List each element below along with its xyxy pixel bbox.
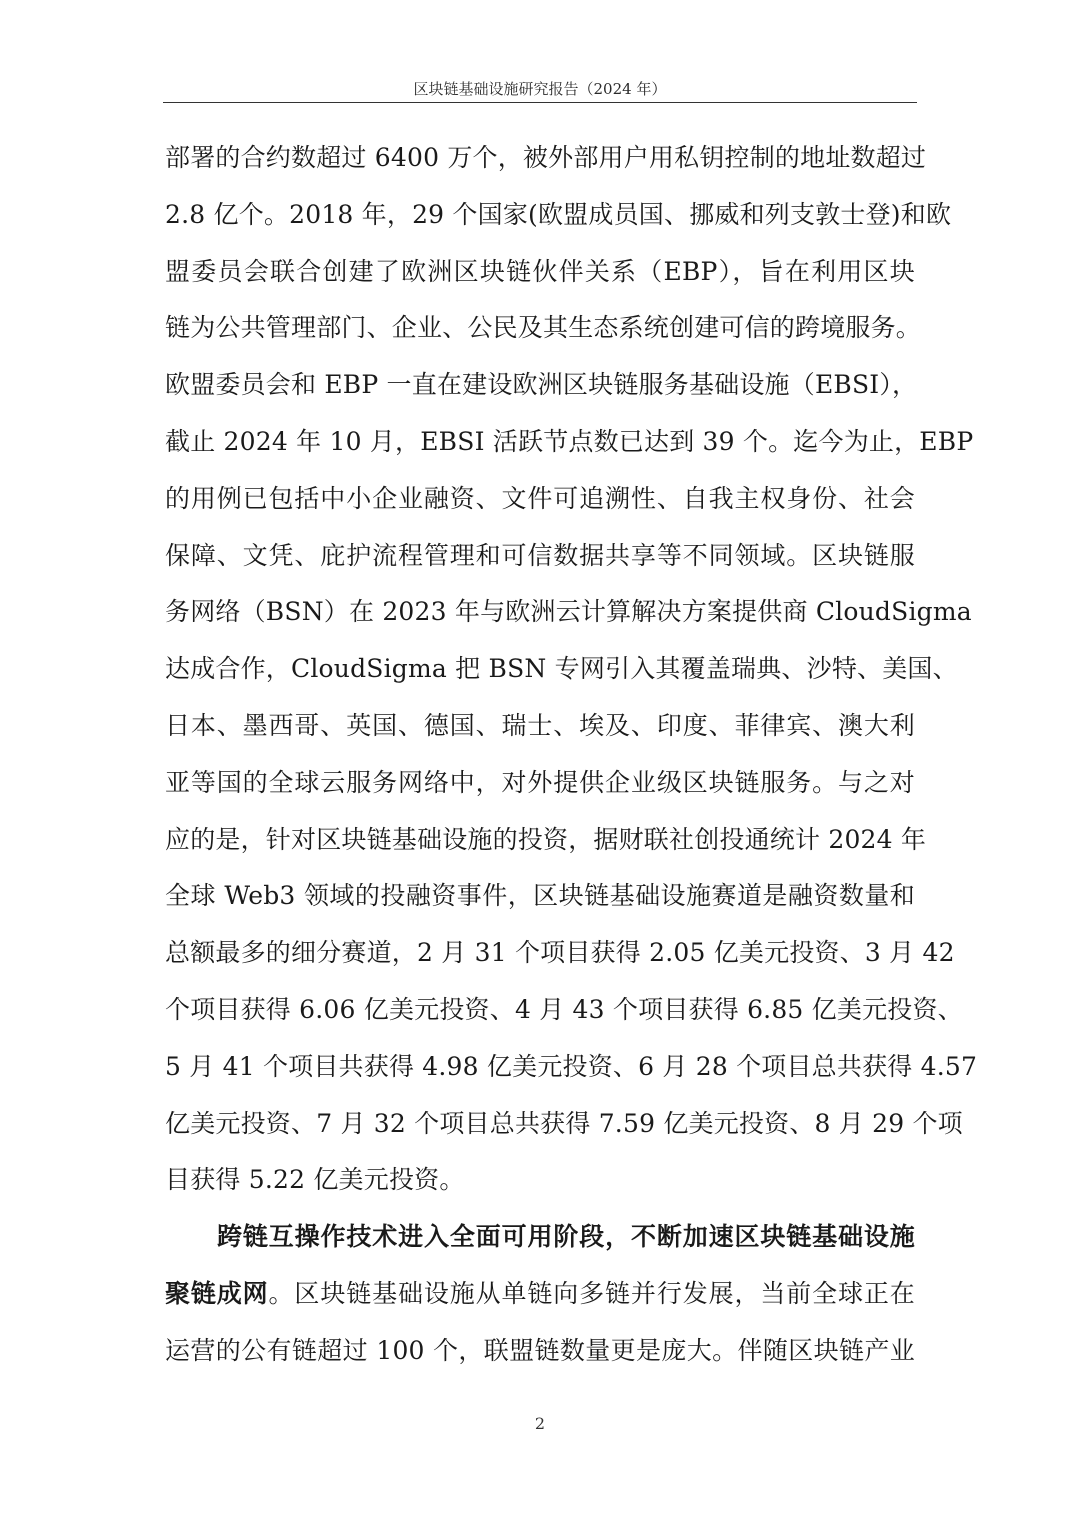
paragraph-line: 盟委员会联合创建了欧洲区块链伙伴关系（EBP），旨在利用区块 [165, 256, 915, 286]
paragraph-line: 日本、墨西哥、英国、德国、瑞士、埃及、印度、菲律宾、澳大利 [165, 710, 915, 740]
paragraph-line: 目获得 5.22 亿美元投资。 [165, 1165, 465, 1195]
paragraph-2 [165, 1209, 915, 1379]
bold-heading-line: 跨链互操作技术进入全面可用阶段，不断加速区块链基础设施 [217, 1222, 915, 1252]
paragraph-line: 欧盟委员会和 EBP 一直在建设欧洲区块链服务基础设施（EBSI）， [165, 370, 918, 400]
paragraph-line: 应的是，针对区块链基础设施的投资，据财联社创投通统计 2024 年 [165, 824, 927, 854]
paragraph-line: 部署的合约数超过 6400 万个，被外部用户用私钥控制的地址数超过 [165, 143, 927, 172]
paragraph-text: 。区块链基础设施从单链向多链并行发展，当前全球正在 [268, 1278, 915, 1308]
paragraph-line [165, 1266, 915, 1323]
bold-heading-end: 聚链成网 [165, 1278, 269, 1308]
paragraph-line: 总额最多的细分赛道，2 月 31 个项目获得 2.05 亿美元投资、3 月 42 [165, 938, 955, 968]
header-title: 区块链基础设施研究报告（2024 年） [413, 80, 667, 98]
paragraph-line: 务网络（BSN）在 2023 年与欧洲云计算解决方案提供商 CloudSigma [165, 597, 972, 627]
paragraph-1 [165, 130, 978, 1209]
paragraph-line: 截止 2024 年 10 月，EBSI 活跃节点数已达到 39 个。迄今为止，EBP [165, 426, 974, 456]
paragraph-line: 运营的公有链超过 100 个，联盟链数量更是庞大。伴随区块链产业 [165, 1335, 915, 1365]
paragraph-line: 5 月 41 个项目共获得 4.98 亿美元投资、6 月 28 个项目总共获得 4.57 [165, 1051, 978, 1081]
paragraph-line: 亿美元投资、7 月 32 个项目总共获得 7.59 亿美元投资、8 月 29 个项 [165, 1108, 963, 1138]
page-number: 2 [534, 1414, 546, 1433]
paragraph-line: 个项目获得 6.06 亿美元投资、4 月 43 个项目获得 6.85 亿美元投资、 [165, 994, 963, 1024]
paragraph-line: 全球 Web3 领域的投融资事件，区块链基础设施赛道是融资数量和 [165, 881, 915, 911]
paragraph-line: 亚等国的全球云服务网络中，对外提供企业级区块链服务。与之对 [165, 767, 915, 797]
page-header [163, 78, 917, 103]
paragraph-line: 达成合作，CloudSigma 把 BSN 专网引入其覆盖瑞典、沙特、美国、 [165, 654, 958, 684]
paragraph-line: 保障、文凭、庇护流程管理和可信数据共享等不同领域。区块链服 [165, 540, 915, 570]
paragraph-line: 的用例已包括中小企业融资、文件可追溯性、自我主权身份、社会 [165, 483, 915, 513]
paragraph-line: 链为公共管理部门、企业、公民及其生态系统创建可信的跨境服务。 [165, 313, 922, 343]
paragraph-line: 2.8 亿个。2018 年，29 个国家(欧盟成员国、挪威和列支敦士登)和欧 [165, 199, 952, 229]
document-body [165, 130, 978, 1380]
